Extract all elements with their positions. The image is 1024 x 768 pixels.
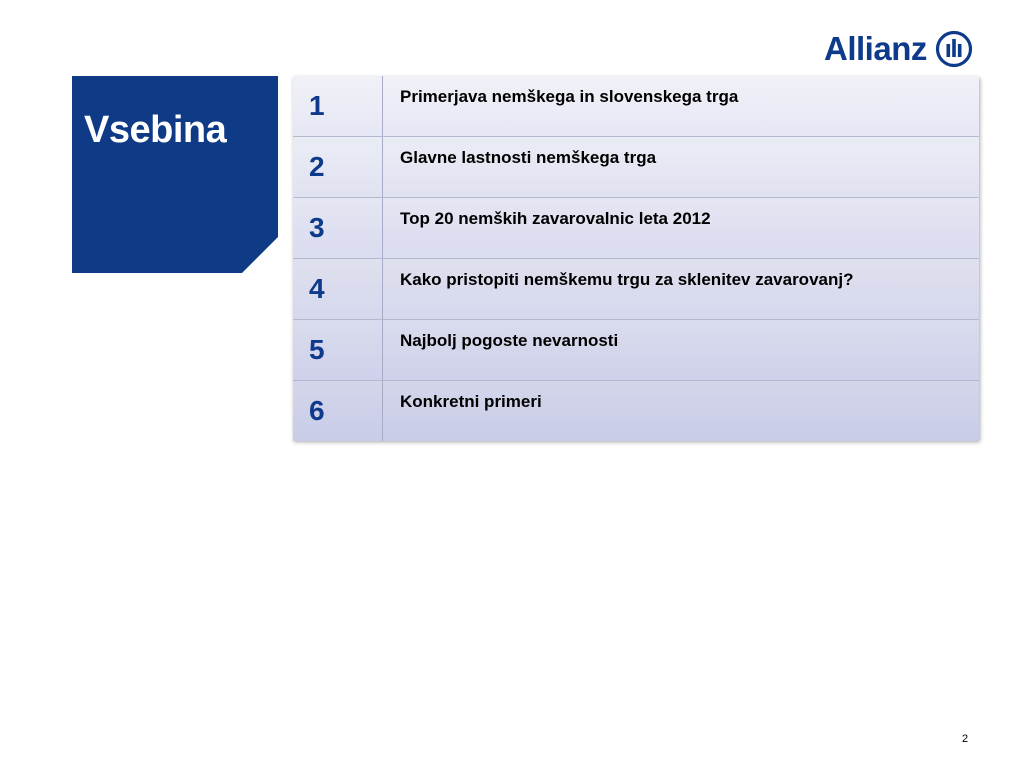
logo-wordmark: Allianz xyxy=(824,30,927,67)
toc-row xyxy=(293,381,979,441)
toc-label: Top 20 nemških zavarovalnic leta 2012 xyxy=(400,209,711,228)
page-title: Vsebina xyxy=(84,109,227,151)
toc-number-cell xyxy=(293,259,383,319)
toc-number: 5 xyxy=(309,334,325,365)
toc-label-cell xyxy=(383,137,979,197)
toc-label-cell xyxy=(383,381,979,441)
toc-row xyxy=(293,259,979,319)
toc-number: 4 xyxy=(309,273,325,304)
toc-number: 6 xyxy=(309,395,325,426)
allianz-logo xyxy=(824,28,973,70)
toc-number: 3 xyxy=(309,212,325,243)
toc-row xyxy=(293,137,979,197)
toc-row xyxy=(293,320,979,380)
toc-number: 2 xyxy=(309,151,325,182)
toc-label-cell xyxy=(383,259,979,319)
toc-number-cell xyxy=(293,381,383,441)
toc-table xyxy=(293,76,979,440)
toc-number-cell xyxy=(293,76,383,136)
toc-label-cell xyxy=(383,76,979,136)
toc-label: Konkretni primeri xyxy=(400,392,542,411)
toc-label: Najbolj pogoste nevarnosti xyxy=(400,331,619,350)
toc-row xyxy=(293,76,979,136)
toc-number-cell xyxy=(293,137,383,197)
toc-number-cell xyxy=(293,198,383,258)
toc-label: Glavne lastnosti nemškega trga xyxy=(400,148,657,167)
toc-label: Kako pristopiti nemškemu trgu za sklenitev zavarovanj? xyxy=(400,270,854,289)
allianz-eagle-columns-icon xyxy=(935,30,973,68)
toc-label-cell xyxy=(383,320,979,380)
toc-number-cell xyxy=(293,320,383,380)
page-number: 2 xyxy=(962,733,969,745)
toc-row xyxy=(293,198,979,258)
toc-label-cell xyxy=(383,198,979,258)
toc-number: 1 xyxy=(309,90,325,121)
toc-label: Primerjava nemškega in slovenskega trga xyxy=(400,87,739,106)
